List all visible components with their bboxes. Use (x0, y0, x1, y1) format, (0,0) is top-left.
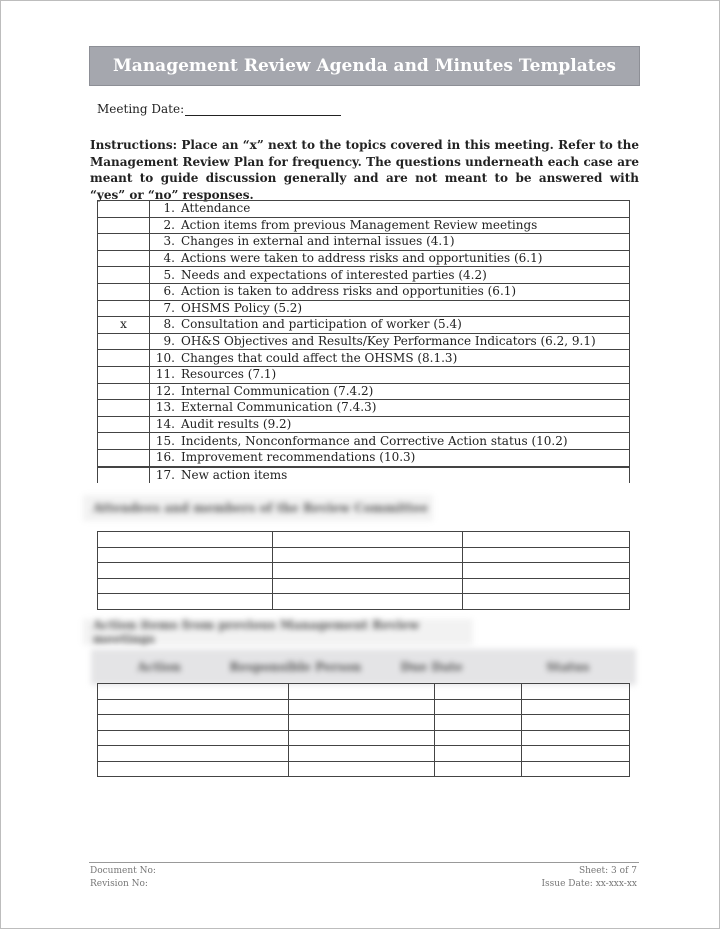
agenda-row (98, 283, 630, 300)
agenda-number: 7. (150, 300, 178, 317)
agenda-number: 10. (150, 350, 178, 367)
action-items-table (97, 683, 630, 777)
agenda-number: 1. (150, 201, 178, 218)
agenda-mark-cell[interactable]: x (98, 317, 150, 334)
agenda-mark-cell[interactable] (98, 449, 150, 466)
agenda-row (98, 250, 630, 267)
agenda-number: 3. (150, 234, 178, 251)
agenda-table (97, 200, 630, 467)
agenda-mark-cell[interactable] (98, 433, 150, 450)
agenda-topic: OH&S Objectives and Results/Key Performance Indicators (6.2, 9.1) (177, 333, 630, 350)
agenda-topic: Action is taken to address risks and opportunities (6.1) (177, 283, 630, 300)
agenda-mark-cell[interactable] (98, 250, 150, 267)
agenda-mark-cell[interactable] (98, 283, 150, 300)
agenda-row (98, 217, 630, 234)
agenda-row (98, 350, 630, 367)
agenda-topic: Changes in external and internal issues (4.1) (177, 234, 630, 251)
agenda-number: 14. (150, 416, 178, 433)
agenda-number: 8. (150, 317, 178, 334)
agenda-row (98, 383, 630, 400)
agenda-mark-cell[interactable] (98, 333, 150, 350)
agenda-topic: Changes that could affect the OHSMS (8.1.3) (177, 350, 630, 367)
blurred-section-heading: Attendees and members of the Review Committee (83, 495, 433, 521)
agenda-number: 13. (150, 400, 178, 417)
agenda-mark-cell[interactable] (98, 350, 150, 367)
agenda-row (98, 317, 630, 334)
document-title: Management Review Agenda and Minutes Templates (89, 46, 640, 86)
agenda-mark-cell[interactable] (98, 416, 150, 433)
agenda-number: 6. (150, 283, 178, 300)
agenda-row (98, 333, 630, 350)
agenda-topic: Actions were taken to address risks and opportunities (6.1) (177, 250, 630, 267)
agenda-mark-cell[interactable] (98, 217, 150, 234)
agenda-row (98, 267, 630, 284)
agenda-number: 16. (150, 449, 178, 466)
agenda-mark-cell[interactable] (98, 383, 150, 400)
agenda-number: 17. (150, 468, 178, 484)
agenda-mark-cell[interactable] (98, 366, 150, 383)
agenda-topic: Attendance (177, 201, 630, 218)
blurred-section-heading-2: Action items from previous Management Review meetings (83, 619, 473, 645)
agenda-number: 15. (150, 433, 178, 450)
attendees-table (97, 531, 630, 610)
blurred-column-header: Responsible Person (229, 660, 362, 674)
agenda-row (98, 366, 630, 383)
agenda-row (98, 400, 630, 417)
agenda-row (98, 234, 630, 251)
meeting-date-label: Meeting Date: (97, 102, 185, 116)
agenda-row (98, 416, 630, 433)
agenda-topic: Audit results (9.2) (177, 416, 630, 433)
meeting-date-field (97, 102, 341, 116)
agenda-topic: OHSMS Policy (5.2) (177, 300, 630, 317)
blurred-column-header: Action (137, 660, 181, 674)
agenda-topic: Consultation and participation of worker (5.4) (177, 317, 630, 334)
agenda-mark-cell[interactable] (98, 300, 150, 317)
footer-document-no: Document No: (90, 866, 156, 876)
agenda-topic: External Communication (7.4.3) (177, 400, 630, 417)
instructions-paragraph: Instructions: Place an “x” next to the topics covered in this meeting. Refer to the Management Review Plan for frequency. The questions underneath each case are meant to guide discussion generally and are not meant to be answered with “yes” or “no” responses. (90, 138, 639, 202)
agenda-mark-cell[interactable] (98, 201, 150, 218)
agenda-number: 9. (150, 333, 178, 350)
agenda-row (98, 449, 630, 466)
agenda-topic: New action items (177, 468, 630, 484)
agenda-topic: Resources (7.1) (177, 366, 630, 383)
agenda-topic: Improvement recommendations (10.3) (177, 449, 630, 466)
agenda-row (98, 201, 630, 218)
footer-divider (89, 862, 639, 863)
agenda-number: 2. (150, 217, 178, 234)
agenda-number: 11. (150, 366, 178, 383)
agenda-topic: Internal Communication (7.4.2) (177, 383, 630, 400)
agenda-row-partial (97, 467, 630, 483)
agenda-topic: Incidents, Nonconformance and Corrective Action status (10.2) (177, 433, 630, 450)
agenda-row (98, 300, 630, 317)
footer-revision-no: Revision No: (90, 879, 148, 889)
blurred-column-header: Due Date (400, 660, 463, 674)
blurred-column-header: Status (546, 660, 590, 674)
agenda-mark-cell (98, 468, 150, 484)
agenda-topic: Needs and expectations of interested parties (4.2) (177, 267, 630, 284)
agenda-mark-cell[interactable] (98, 234, 150, 251)
agenda-mark-cell[interactable] (98, 400, 150, 417)
agenda-number: 5. (150, 267, 178, 284)
meeting-date-blank-line (185, 103, 341, 116)
footer-sheet-number: Sheet: 3 of 7 (578, 866, 637, 876)
agenda-number: 4. (150, 250, 178, 267)
agenda-number: 12. (150, 383, 178, 400)
footer-issue-date: Issue Date: xx-xxx-xx (541, 879, 637, 889)
blurred-table-header (91, 649, 636, 685)
agenda-mark-cell[interactable] (98, 267, 150, 284)
agenda-row (98, 433, 630, 450)
agenda-topic: Action items from previous Management Review meetings (177, 217, 630, 234)
